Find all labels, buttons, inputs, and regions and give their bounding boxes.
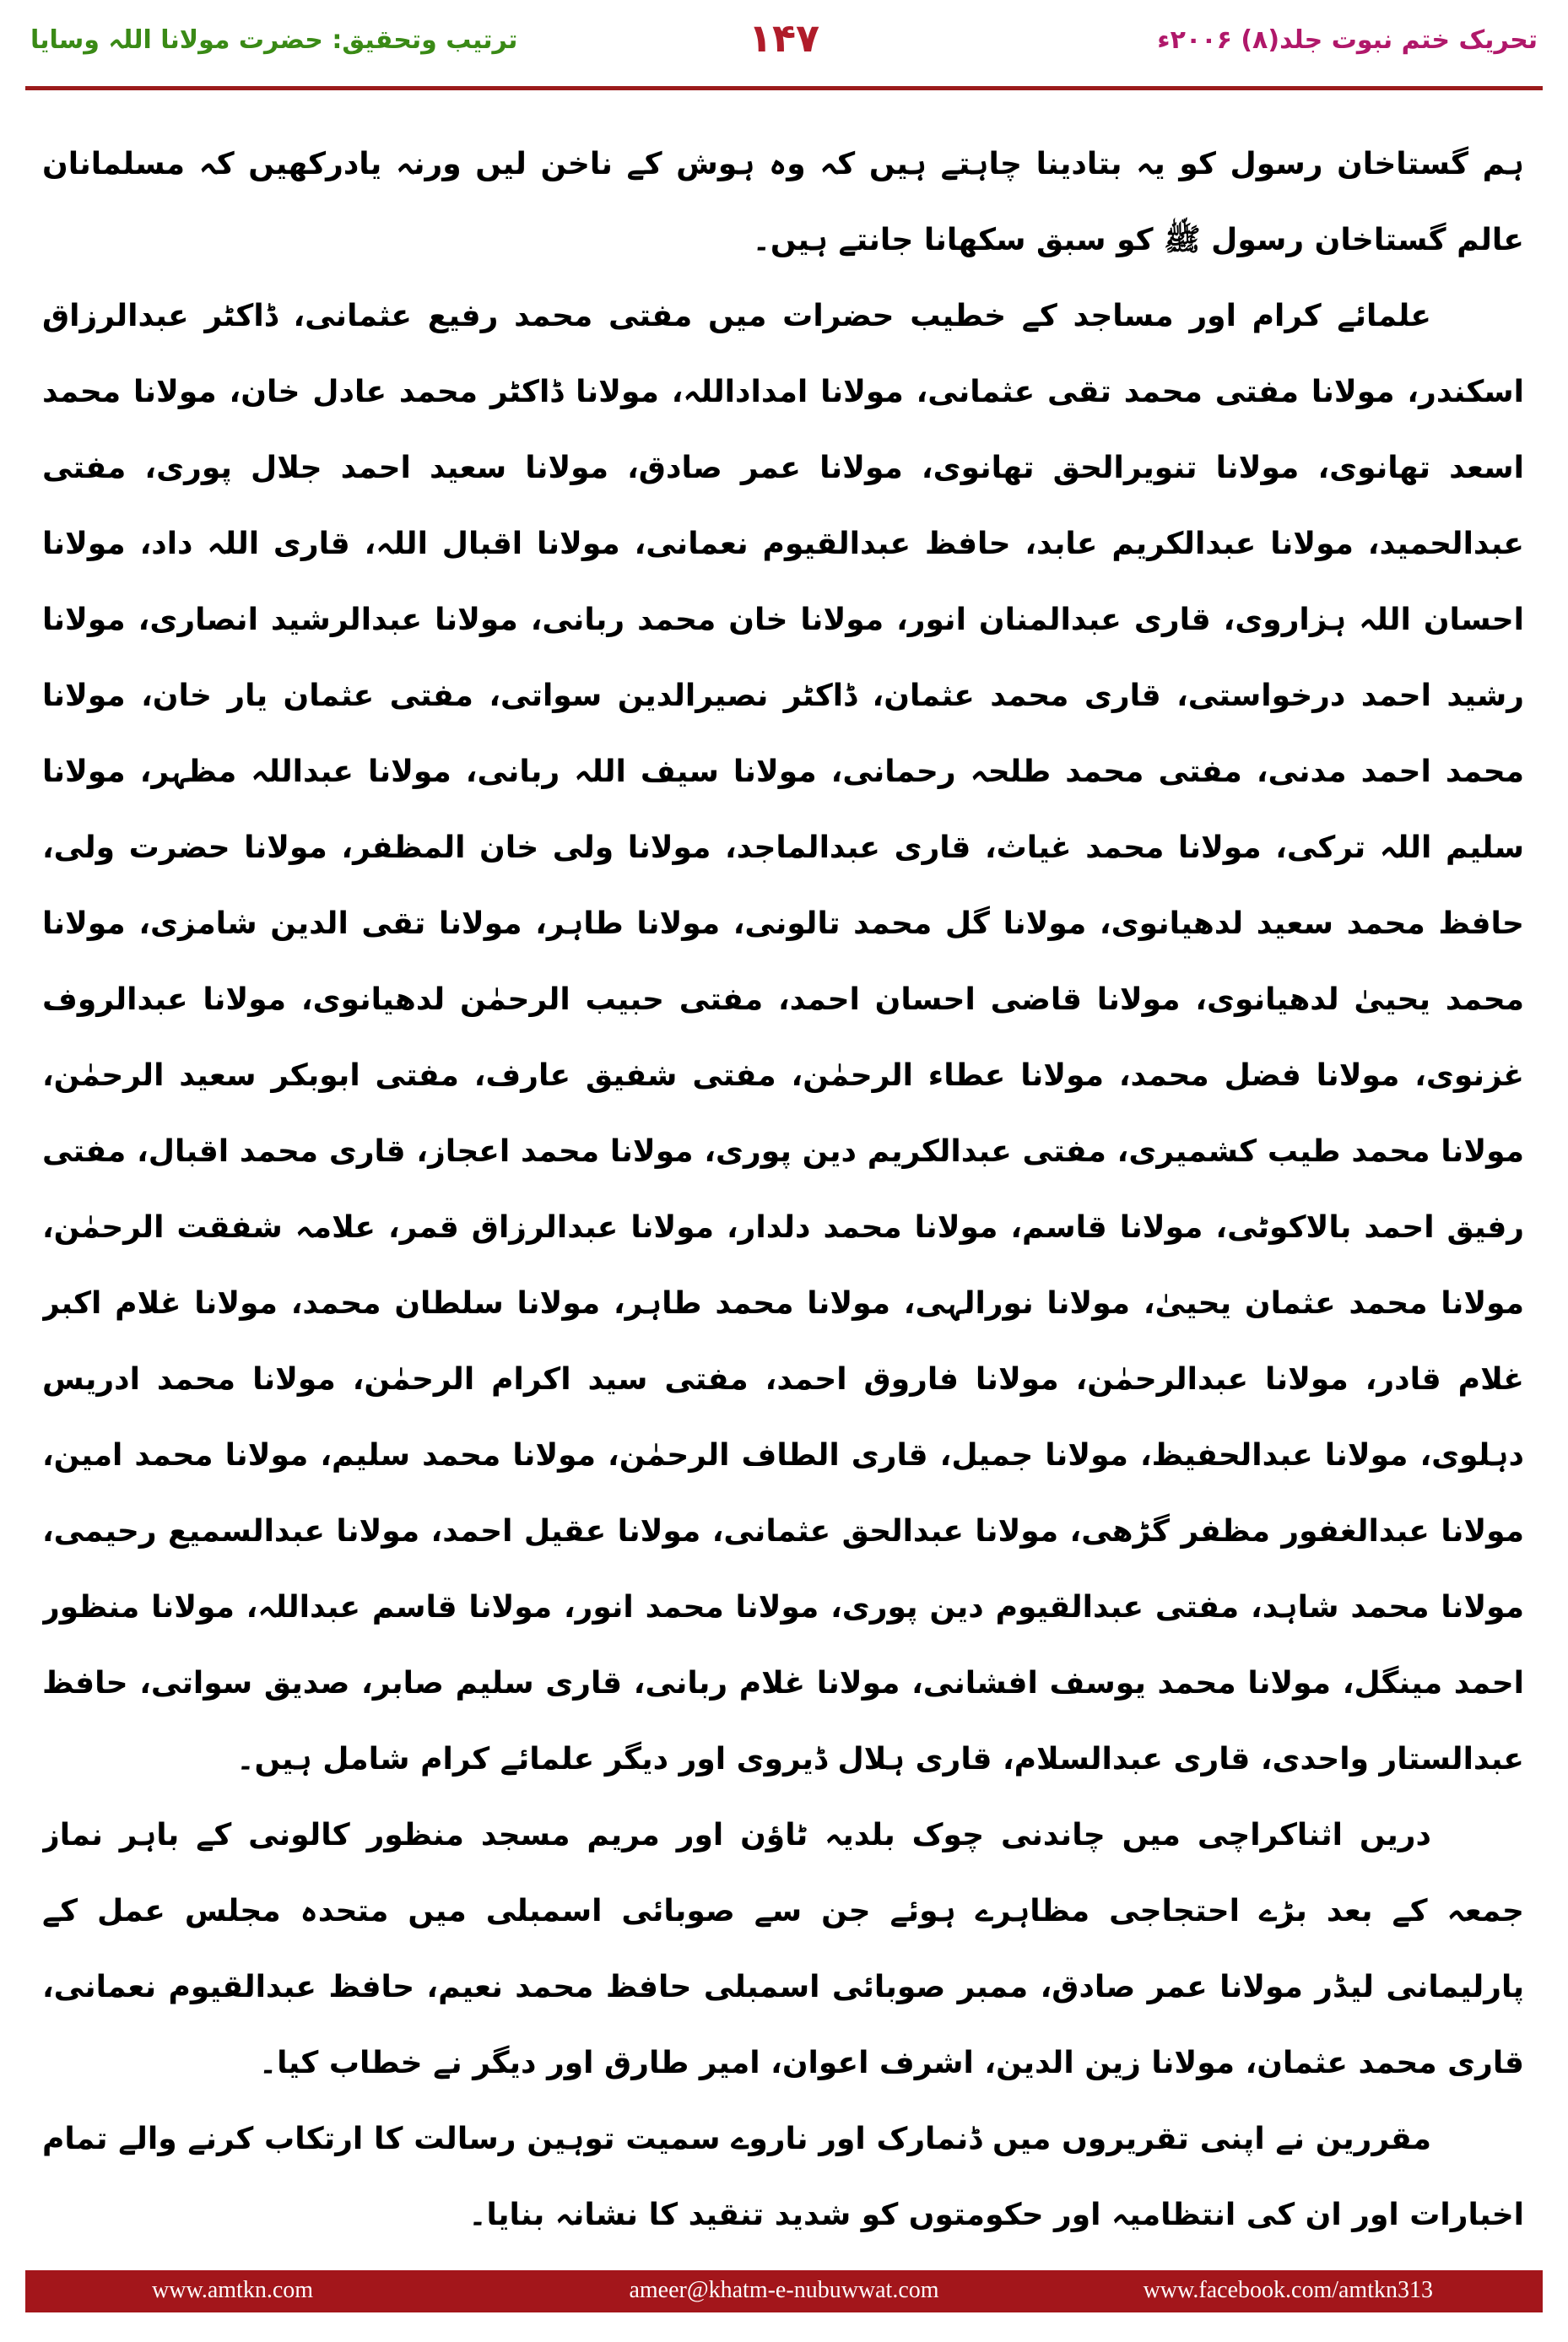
page-footer [25,2270,1543,2312]
footer-email[interactable]: ameer@khatm-e-nubuwwat.com [629,2277,939,2303]
paragraph-2: علمائے کرام اور مساجد کے خطیب حضرات میں مفتی محمد رفیع عثمانی، ڈاکٹر عبدالرزاق اسکندر، مولانا مفتی محمد تقی عثمانی، مولانا امداداللہ، مولانا ڈاکٹر محمد عادل خان، مولانا محمد اسعد تھانوی، مولانا تنویرالحق تھانوی، مولانا عمر صادق، مولانا سعید احمد جلال پوری، مفتی عبدالحمید، مولانا عبدالکریم عابد، حافظ عبدالقیوم نعمانی، مولانا اقبال اللہ، قاری اللہ داد، مولانا احسان اللہ ہزاروی، قاری عبدالمنان انور، مولانا خان محمد ربانی، مولانا عبدالرشید انصاری، مولانا رشید احمد درخواستی، قاری محمد عثمان، ڈاکٹر نصیرالدین سواتی، مفتی عثمان یار خان، مولانا محمد احمد مدنی، مفتی محمد طلحہ رحمانی، مولانا سیف اللہ ربانی، مولانا عبداللہ مظہر، مولانا سلیم اللہ ترکی، مولانا محمد غیاث، قاری عبدالماجد، مولانا ولی خان المظفر، مولانا حضرت ولی، حافظ محمد سعید لدھیانوی، مولانا گل محمد تالونی، مولانا طاہر، مولانا تقی الدین شامزی، مولانا محمد یحییٰ لدھیانوی، مولانا قاضی احسان احمد، مفتی حبیب الرحمٰن لدھیانوی، مولانا عبدالروف غزنوی، مولانا فضل محمد، مولانا عطاء الرحمٰن، مفتی شفیق عارف، مفتی ابوبکر سعید الرحمٰن، مولانا محمد طیب کشمیری، مفتی عبدالکریم دین پوری، مولانا محمد اعجاز، قاری محمد اقبال، مفتی رفیق احمد بالاکوٹی، مولانا قاسم، مولانا محمد دلدار، مولانا عبدالرزاق قمر، علامہ شفقت الرحمٰن، مولانا محمد عثمان یحییٰ، مولانا نورالہی، مولانا محمد طاہر، مولانا سلطان محمد، مولانا غلام اکبر غلام قادر، مولانا عبدالرحمٰن، مولانا فاروق احمد، مفتی سید اکرام الرحمٰن، مولانا محمد ادریس دہلوی، مولانا عبدالحفیظ، مولانا جمیل، قاری الطاف الرحمٰن، مولانا محمد سلیم، مولانا محمد امین، مولانا عبدالغفور مظفر گڑھی، مولانا عبدالحق عثمانی، مولانا عقیل احمد، مولانا عبدالسمیع رحیمی، مولانا محمد شاہد، مفتی عبدالقیوم دین پوری، مولانا محمد انور، مولانا قاسم عبداللہ، مولانا منظور احمد مینگل، مولانا محمد یوسف افشانی، مولانا غلام ربانی، قاری سلیم صابر، صدیق سواتی، حافظ عبدالستار واحدی، قاری عبدالسلام، قاری ہلال ڈیروی اور دیگر علمائے کرام شامل ہیں۔ [42,299,1524,1777]
book-title: تحریک ختم نبوت جلد(۸) ۲۰۰۶ء [1157,25,1538,55]
paragraph-3: دریں اثناکراچی میں چاندنی چوک بلدیہ ٹاؤن اور مریم مسجد منظور کالونی کے باہر نماز جمعہ کے بعد بڑے احتجاجی مظاہرے ہوئے جن سے صوبائی اسمبلی میں متحدہ مجلس عمل کے پارلیمانی لیڈر مولانا عمر صادق، ممبر صوبائی اسمبلی حافظ محمد نعیم، حافظ عبدالقیوم نعمانی، قاری محمد عثمان، مولانا زین الدین، اشرف اعوان، امیر طارق اور دیگر نے خطاب کیا۔ [42,1818,1524,2080]
page-number: ۱۴۷ [748,15,820,61]
footer-facebook[interactable]: www.facebook.com/amtkn313 [1143,2277,1433,2303]
page-header [0,0,1568,100]
paragraph-1: ہم گستاخان رسول کو یہ بتادینا چاہتے ہیں کہ وہ ہوش کے ناخن لیں ورنہ یادرکھیں کہ مسلمانان عالم گستاخان رسول ﷺ کو سبق سکھانا جانتے ہیں۔ [42,147,1524,257]
compiler-credit: ترتیب وتحقیق: حضرت مولانا اللہ وسایا [30,25,518,55]
header-divider [25,86,1543,90]
article-body [42,127,1524,2253]
footer-website[interactable]: www.amtkn.com [152,2277,314,2303]
paragraph-4: مقررین نے اپنی تقریروں میں ڈنمارک اور ناروے سمیت توہین رسالت کا ارتکاب کرنے والے تمام اخبارات اور ان کی انتظامیہ اور حکومتوں کو شدید تنقید کا نشانہ بنایا۔ [42,2122,1524,2232]
